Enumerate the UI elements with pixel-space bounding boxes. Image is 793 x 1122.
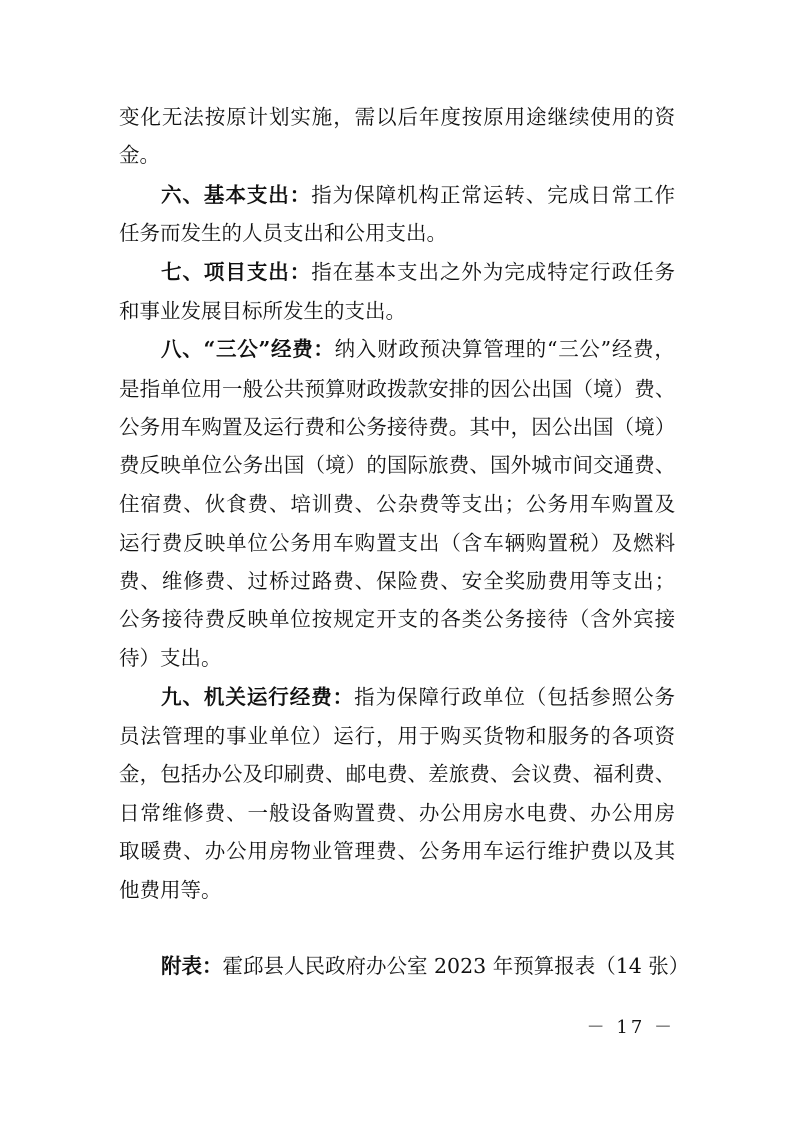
paragraph-line [161,678,676,716]
body-text: 日常维修费、一般设备购置费、办公用房水电费、办公用房 [119,801,676,825]
body-text: 公务接待费反映单位按规定开支的各类公务接待（含外宾接 [119,607,676,631]
paragraph-line [119,639,222,677]
paragraph-line [119,446,676,484]
body-text: 住宿费、伙食费、培训费、公杂费等支出；公务用车购置及 [119,492,676,516]
body-text: 运行费反映单位公务用车购置支出（含车辆购置税）及燃料 [119,531,676,555]
heading-text: 附表： [161,954,223,978]
paragraph-line [119,562,676,600]
body-text: 纳入财政预决算管理的“三公”经费， [334,337,676,361]
body-text: 指在基本支出之外为完成特定行政任务 [311,260,677,284]
body-text: 指为保障机构正常运转、完成日常工作 [311,183,677,207]
body-text: 费、维修费、过桥过路费、保险费、安全奖励费用等支出； [119,569,676,593]
body-text: 是指单位用一般公共预算财政拨款安排的因公出国（境）费、 [119,377,676,401]
body-text: 取暖费、办公用房物业管理费、公务用车运行维护费以及其 [119,839,676,863]
paragraph-line [161,253,676,291]
heading-text: 九、机关运行经费： [161,685,355,709]
paragraph-line [119,524,676,562]
body-text: 任务而发生的人员支出和公用支出。 [119,221,447,245]
paragraph-line [161,176,676,214]
paragraph-line [119,408,676,446]
heading-text: 七、项目支出： [161,260,312,284]
paragraph-line [119,98,676,136]
body-text: 金，包括办公及印刷费、邮电费、差旅费、会议费、福利费、 [119,762,676,786]
body-text: 员法管理的事业单位）运行，用于购买货物和服务的各项资 [119,724,676,748]
paragraph-line [119,485,676,523]
paragraph-line [119,832,676,870]
body-text: 金。 [119,143,160,167]
paragraph-line [161,330,676,368]
body-text: 待）支出。 [119,646,222,670]
heading-text: 六、基本支出： [161,183,312,207]
paragraph-line [119,214,447,252]
paragraph-line [119,370,676,408]
paragraph-line [119,136,160,174]
paragraph-line [119,755,676,793]
body-text: 变化无法按原计划实施，需以后年度按原用途继续使用的资 [119,105,676,129]
heading-text: 八、“三公”经费： [161,337,335,361]
paragraph-line [119,871,222,909]
body-text: 费反映单位公务出国（境）的国际旅费、国外城市间交通费、 [119,453,676,477]
body-text: 和事业发展目标所发生的支出。 [119,299,406,323]
paragraph-line [119,717,676,755]
paragraph-line [119,600,676,638]
body-text: 指为保障行政单位（包括参照公务 [354,685,676,709]
paragraph-line [119,292,406,330]
page-number: － 17 － [586,1017,675,1038]
appendix-line [161,947,689,985]
body-text: 公务用车购置及运行费和公务接待费。其中，因公出国（境） [119,415,676,439]
paragraph-line [119,794,676,832]
body-text: 霍邱县人民政府办公室 2023 年预算报表（14 张） [222,954,690,978]
body-text: 他费用等。 [119,878,222,902]
